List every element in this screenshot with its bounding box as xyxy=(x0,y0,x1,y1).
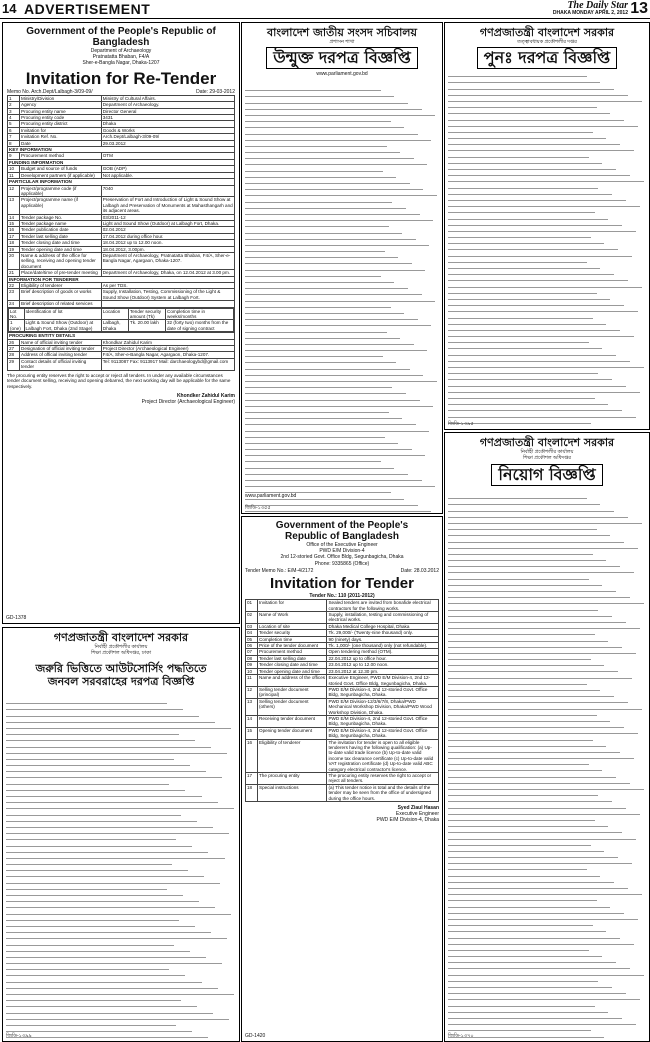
signer-name: Khondker Zahidul Karim xyxy=(176,392,235,399)
row-value: 02.04.2012 xyxy=(101,227,234,233)
gov-title: গণপ্রজাতন্ত্রী বাংলাদেশ সরকার xyxy=(479,436,615,449)
ad-retender xyxy=(2,22,240,624)
row-label: Address of official inviting tender xyxy=(20,352,102,358)
row-label: Invitation for xyxy=(20,127,102,133)
table-row xyxy=(246,600,439,612)
division-name: PWD E/M Division-4 xyxy=(319,548,365,555)
address-line-2: Sher-e-Bangla Nagar, Dhaka-1207 xyxy=(82,60,160,67)
table-row xyxy=(246,612,439,624)
table-row xyxy=(246,739,439,772)
row-value: Light and Sound Show (Outdoor) at Lalbagh Fort, Dhaka. xyxy=(101,220,234,226)
row-label: Place/date/time of pre-tender meeting xyxy=(20,270,102,276)
memo-no: Tender Memo No.: E/M-4/2172 xyxy=(245,567,314,574)
ad-title: Invitation for Tender xyxy=(270,575,414,593)
row-number: 15 xyxy=(246,727,258,739)
row-number: 13 xyxy=(246,698,258,715)
row-value: Open tendering method (OTM). xyxy=(327,649,439,655)
row-label: Date xyxy=(20,140,102,146)
row-label: Procurement method xyxy=(20,153,102,159)
lot-cell-value: Light & Sound Show (Outdoor) at Lalbagh Fort, Dhaka (2nd Stage) xyxy=(24,320,101,332)
table-section-heading: KEY INFORMATION xyxy=(8,147,235,153)
row-number: 17 xyxy=(8,233,20,239)
ad-title: উন্মুক্ত দরপত্র বিজ্ঞপ্তি xyxy=(266,47,418,69)
row-label: Tender opening date and time xyxy=(20,246,102,252)
row-label: Eligibility of tenderer xyxy=(20,283,102,289)
row-value: 18.04.2012, 3.00pm. xyxy=(101,246,234,252)
tender-note: The procuring entity reserves the right to accept or reject all tenders. In under any available circumstances tender document selling, receiving and opening debarred, the next working day will be applicable for the same respectively. xyxy=(7,372,231,389)
row-value: 18.04.2012 up to 12.00 noon. xyxy=(101,240,234,246)
gov-title: Government of the People's Republic of Bangladesh xyxy=(26,26,216,48)
row-label: Project/programme code (if applicable) xyxy=(20,185,102,197)
row-value: Ministry of Cultural Affairs. xyxy=(101,95,234,101)
dept-name: Department of Archaeology xyxy=(90,48,152,54)
row-value: Project Director (Archaeological Engineer) xyxy=(101,346,234,352)
lot-cell-value: Tk. 20.00 lakh xyxy=(128,320,165,332)
newspaper-name: The Daily Star xyxy=(567,0,628,11)
row-label: Price of the tender document xyxy=(258,643,327,649)
row-number: 08 xyxy=(246,655,258,661)
row-value: Arch.Dept/Lalbagh-3/09-09/ xyxy=(101,134,234,140)
lot-cell-value: Lalbagh, Dhaka xyxy=(101,320,128,332)
row-label: Tender security xyxy=(258,630,327,636)
table-row xyxy=(8,220,235,226)
row-value: PWD E/M Division-4, 2nd 12-storied Govt. Office Bldg, Segunbagicha, Dhaka. xyxy=(327,715,439,727)
row-label: Tender package name xyxy=(20,220,102,226)
ad-outsourcing xyxy=(2,627,240,1042)
table-row xyxy=(246,715,439,727)
memo-date: Date: 28.03.2012 xyxy=(400,567,439,574)
row-label: Tender closing date and time xyxy=(258,662,327,668)
table-row xyxy=(246,686,439,698)
row-label: Brief description of goods or works xyxy=(20,289,102,301)
table-row xyxy=(8,197,235,214)
row-number: 16 xyxy=(246,739,258,772)
lot-cell xyxy=(8,307,235,333)
row-value: 03/2011-12 xyxy=(101,214,234,220)
row-value: Department of Archaeology. xyxy=(101,102,234,108)
row-number: 10 xyxy=(8,166,20,172)
row-value: PWD E/M Division-12/3/6/7/8, Dhaka/PWD Mechanical Workshop Division, Dhaka/PWD Wood Workshop Division, Dhaka. xyxy=(327,698,439,715)
row-number: 13 xyxy=(8,197,20,214)
row-number: 22 xyxy=(8,283,20,289)
row-number: 17 xyxy=(246,773,258,785)
row-label: Name of official inviting tender xyxy=(20,339,102,345)
office-name: নির্বাহী প্রকৌশলীর কার্যালয় xyxy=(94,644,148,650)
table-row xyxy=(246,643,439,649)
row-label: Contact details of official inviting tender xyxy=(20,358,102,370)
org-branch: প্রশাসন শাখা xyxy=(329,39,355,45)
office-name: Office of the Executive Engineer xyxy=(306,542,378,548)
row-label: Invitation for xyxy=(258,600,327,612)
row-value: 23.04.2012 up to 12.00 noon. xyxy=(327,662,439,668)
gov-title-1: Government of the People's xyxy=(275,520,409,531)
ad-subtitle: জনবল সরবরাহের দরপত্র বিজ্ঞপ্তি xyxy=(47,675,195,689)
memo-no: Memo No. Arch.Dept/Lalbagh-3/09-09/ xyxy=(7,88,93,95)
ad-title: নিয়োগ বিজ্ঞপ্তি xyxy=(491,464,602,486)
row-value: Executive Engineer, PWD E/M Division-4, 2nd 12-storied Govt. Office Bldg, Segunbagicha, Dhaka. xyxy=(327,675,439,687)
row-value: 22.04.2012 up to office hour. xyxy=(327,655,439,661)
lot-header: Completion time in weeks/months xyxy=(166,308,234,320)
office-name: তত্ত্বাবধায়ক প্রকৌশলীর দপ্তর xyxy=(517,39,577,45)
row-value: Preservation of Fort and Introduction of Light & Sound Show at Lalbagh and Preservation of Monuments at Mahasthangarh and its adjacent areas. xyxy=(102,197,233,214)
text-line xyxy=(245,512,387,514)
row-number: 21 xyxy=(8,270,20,276)
row-label: Location of site xyxy=(258,623,327,629)
row-number: 18 xyxy=(8,240,20,246)
office-address: 2nd 12-storied Govt. Office Bldg, Segunbagicha, Dhaka xyxy=(280,554,404,561)
ad-title: Invitation for Re-Tender xyxy=(25,68,217,88)
row-number: 16 xyxy=(8,227,20,233)
row-value: (a) This tender notice is total and the details of the tender may be seen from the office of undersigned during the office hours. xyxy=(327,784,439,801)
row-number: 23 xyxy=(8,289,20,301)
row-value: PWD E/M Division-4, 2nd 12-storied Govt. Office Bldg, Segunbagicha, Dhaka. xyxy=(327,727,439,739)
row-number: 26 xyxy=(8,339,20,345)
ad-retender-bangla xyxy=(444,22,650,430)
signer-name: Syed Ziaul Hasan xyxy=(397,805,439,812)
gd-code: GD-1420 xyxy=(245,1032,266,1039)
lot-cell-value: 32 (forty two) months from the date of signing contract xyxy=(166,320,234,332)
table-row xyxy=(246,784,439,801)
row-value: Khondkar Zahidul Karim xyxy=(101,339,234,345)
gd-code: জিডি-১৩৯৫ xyxy=(448,420,474,427)
org-name: বাংলাদেশ জাতীয় সংসদ সচিবালয় xyxy=(267,26,417,39)
lot-header: Lot No. xyxy=(9,308,25,320)
gov-title-2: Republic of Bangladesh xyxy=(285,531,399,542)
row-value: Not applicable. xyxy=(101,172,234,178)
row-value: Supply, Installation, Testing, Commissioning of the Light & Sound Show (Outdoor) System at Lalbagh Fort. xyxy=(101,289,234,301)
tender-text-block xyxy=(6,698,236,1018)
row-label: Procuring entity name xyxy=(20,108,102,114)
row-value: 3431 xyxy=(101,115,234,121)
row-number: 1 xyxy=(8,95,20,101)
lot-header: Identification of lot xyxy=(24,308,101,320)
ad-recruitment xyxy=(444,432,650,1042)
signer-title: Executive Engineer xyxy=(395,811,439,818)
tender-text-block xyxy=(245,85,439,485)
tender-table xyxy=(245,599,439,802)
row-number: 06 xyxy=(246,643,258,649)
row-label: Invitation Ref. No. xyxy=(20,134,102,140)
signer-title: Project Director (Archaeological Engineer) xyxy=(141,399,235,406)
row-number: 19 xyxy=(8,246,20,252)
ad-pwd-tender xyxy=(241,516,443,1042)
table-row xyxy=(246,773,439,785)
memo-date: Date: 29-03-2012 xyxy=(196,88,235,95)
row-value: PWD E/M Division-4, 2nd 12-storied Govt. Office Bldg, Segunbagicha, Dhaka. xyxy=(327,686,439,698)
table-row xyxy=(8,352,235,358)
page-header xyxy=(0,0,650,19)
row-value: Sealed tenders are invited from bonafide electrical contractors for the following works. xyxy=(327,600,439,612)
text-line xyxy=(6,1038,225,1042)
website-url[interactable]: www.parliament.gov.bd xyxy=(316,71,368,78)
page-number-right: 13 xyxy=(630,0,648,17)
row-value: Tk. 29,000/- (Twenty-nine thousand) only. xyxy=(327,630,439,636)
table-row xyxy=(246,675,439,687)
signer-division: PWD E/M Division-4, Dhaka xyxy=(376,817,439,824)
row-value: GOB (ADP) xyxy=(101,166,234,172)
row-value: Director General xyxy=(101,108,234,114)
row-number: 14 xyxy=(8,214,20,220)
row-value: 23.04.2012 at 12.30 pm. xyxy=(327,668,439,674)
row-number: 4 xyxy=(8,115,20,121)
row-number: 07 xyxy=(246,649,258,655)
row-value: 29.03.2012 xyxy=(101,140,234,146)
row-number: 02 xyxy=(246,612,258,624)
row-number: 29 xyxy=(8,358,20,370)
row-label: Opening tender document xyxy=(258,727,327,739)
table-section-heading: PARTICULAR INFORMATION xyxy=(8,179,235,185)
table-section-heading: FUNDING INFORMATION xyxy=(8,159,235,165)
row-number: 03 xyxy=(246,623,258,629)
row-label: Tender opening date and time xyxy=(258,668,327,674)
row-number: 05 xyxy=(246,636,258,642)
row-number: 28 xyxy=(8,352,20,358)
row-value: Dhaka xyxy=(101,121,234,127)
row-number: 15 xyxy=(8,220,20,226)
row-label: Ministry/Division xyxy=(20,95,102,101)
row-label: Budget and source of funds xyxy=(20,166,102,172)
row-label: Receiving tender document xyxy=(258,715,327,727)
lot-header: Location xyxy=(101,308,128,320)
row-value: OTM xyxy=(101,153,234,159)
row-value: 90 (ninety) days. xyxy=(327,636,439,642)
table-row xyxy=(8,252,235,269)
row-value: Dhaka Medical College Hospital, Dhaka xyxy=(327,623,439,629)
section-title: ADVERTISEMENT xyxy=(24,1,151,17)
row-number: 9 xyxy=(8,153,20,159)
row-label: Name and address of the offices xyxy=(258,675,327,687)
row-number: 04 xyxy=(246,630,258,636)
row-label: Eligibility of tenderer xyxy=(258,739,327,772)
lot-header: Tender security amount (Tk) xyxy=(128,308,165,320)
row-value: Department of Archaeology, Dhaka, on 12.04.2012 at 3.00 pm. xyxy=(101,270,234,276)
table-row xyxy=(8,270,235,276)
row-label: Procuring entity district xyxy=(20,121,102,127)
row-label: Name & address of the office for selling, receiving and opening tender document xyxy=(20,252,102,269)
table-row xyxy=(246,727,439,739)
row-label: Tender publication date xyxy=(20,227,102,233)
recruitment-text-block xyxy=(448,493,646,1018)
page-number-left: 14 xyxy=(2,1,17,16)
row-value: The invitation for tender is open to all eligible tenderers having the following qualification: (a) Up-to-date valid trade licence (b) Up-to-date valid income tax clearance certificate (c) Up-to-date valid VAT registration certificate (d) Up-to-date valid ABC category electrical contractor's licence. xyxy=(327,739,439,772)
row-label: Project/programme name (if applicable) xyxy=(20,197,102,214)
row-value: Supply, installation, testing and commissioning of electrical works. xyxy=(327,612,439,624)
table-row xyxy=(8,289,235,301)
gov-title: গণপ্রজাতন্ত্রী বাংলাদেশ সরকার xyxy=(53,631,189,644)
row-label: Procurement method xyxy=(258,649,327,655)
row-label: Tender package No. xyxy=(20,214,102,220)
table-row xyxy=(8,185,235,197)
gov-title: গণপ্রজাতন্ত্রী বাংলাদেশ সরকার xyxy=(479,26,615,39)
row-label: Tender last selling date xyxy=(258,655,327,661)
issue-date: DHAKA MONDAY APRIL 2, 2012 xyxy=(552,10,628,16)
row-number: 24 xyxy=(8,301,20,307)
row-number: 20 xyxy=(8,252,20,269)
ad-title: পুনঃ দরপত্র বিজ্ঞপ্তি xyxy=(477,47,617,69)
row-label: Procuring entity code xyxy=(20,115,102,121)
row-number: 18 xyxy=(246,784,258,801)
table-row xyxy=(8,358,235,370)
row-label: Tender last selling date xyxy=(20,233,102,239)
row-number: 27 xyxy=(8,346,20,352)
row-number: 2 xyxy=(8,102,20,108)
dept-name: শিক্ষা প্রকৌশল অধিদপ্তর, ঢাকা xyxy=(90,650,152,657)
row-number: 12 xyxy=(8,185,20,197)
row-number: 11 xyxy=(8,172,20,178)
office-phone: Phone: 9335865 (Office) xyxy=(314,560,370,567)
row-value: F4/A, Sher-e-Bangla Nagar, Agargaon, Dhaka-1207. xyxy=(101,352,234,358)
lot-cell-value: 1 (one) xyxy=(9,320,25,332)
row-number: 12 xyxy=(246,686,258,698)
row-value: Tk. 1,000/- (one thousand) only (not refundable). xyxy=(327,643,439,649)
row-number: 14 xyxy=(246,715,258,727)
footer-url[interactable]: www.parliament.gov.bd xyxy=(245,492,297,499)
row-label: Tender closing date and time xyxy=(20,240,102,246)
row-label: Special instructions xyxy=(258,784,327,801)
row-value: 7040 xyxy=(101,185,234,197)
row-number: 01 xyxy=(246,600,258,612)
table-row xyxy=(246,630,439,636)
lot-table xyxy=(8,308,234,333)
row-number: 10 xyxy=(246,668,258,674)
ad-parliament xyxy=(241,22,443,514)
tender-text-block xyxy=(448,71,646,411)
row-number: 7 xyxy=(8,134,20,140)
row-value: Goods & Works xyxy=(101,127,234,133)
row-number: 11 xyxy=(246,675,258,687)
row-label: The procuring entity xyxy=(258,773,327,785)
row-number: 3 xyxy=(8,108,20,114)
address-line-1: Pratnatatta Bhaban, F4/A xyxy=(92,54,150,61)
row-label: Development partners (if applicable) xyxy=(20,172,102,178)
gd-code: জিডি-১৩৭০ xyxy=(448,1032,474,1039)
row-label: Selling tender document (others) xyxy=(258,698,327,715)
table-row xyxy=(246,698,439,715)
row-label: Completion time xyxy=(258,636,327,642)
row-value: The procuring entity reserves the right to accept or reject all tenders. xyxy=(327,773,439,785)
row-label: Brief description of related services xyxy=(20,301,102,307)
office-name: নির্বাহী প্রকৌশলীর কার্যালয় xyxy=(520,449,574,455)
row-label: Name of Work xyxy=(258,612,327,624)
row-number: 6 xyxy=(8,127,20,133)
gd-code: GD-1378 xyxy=(6,614,27,621)
row-number: 8 xyxy=(8,140,20,146)
gd-code: জিডি-১৩৫৫ xyxy=(245,504,271,511)
row-value: Tel: 9113087 Fax: 9113917 Mail: darchaeologybd@gmail.com xyxy=(101,358,234,370)
gd-code: জিডি-১৩৯৯ xyxy=(6,1032,32,1039)
table-section-heading: PROCURING ENTITY DETAILS xyxy=(8,333,235,339)
row-number: 09 xyxy=(246,662,258,668)
ad-title: জরুরি ভিত্তিতে আউটসোর্সিং পদ্ধতিতে xyxy=(35,662,207,676)
row-label: Designation of official inviting tender xyxy=(20,346,102,352)
table-section-heading: INFORMATION FOR TENDERER xyxy=(8,276,235,282)
row-number: 5 xyxy=(8,121,20,127)
row-value: As per TDS. xyxy=(101,283,234,289)
dept-name: শিক্ষা প্রকৌশল অধিদপ্তর xyxy=(522,455,572,462)
row-value: 17.04.2012 during office hour. xyxy=(101,233,234,239)
row-value: Department of Archaeology, Pratnatatta Bhaban, F4/A, Sher-e-Bangla Nagar, Agargaon, Dhaka-1207. xyxy=(101,252,234,269)
tender-table xyxy=(7,95,235,371)
row-label: Selling tender document (principal) xyxy=(258,686,327,698)
row-label: Agency xyxy=(20,102,102,108)
tender-no: Tender No.: 110 (2011-2012) xyxy=(309,593,375,600)
